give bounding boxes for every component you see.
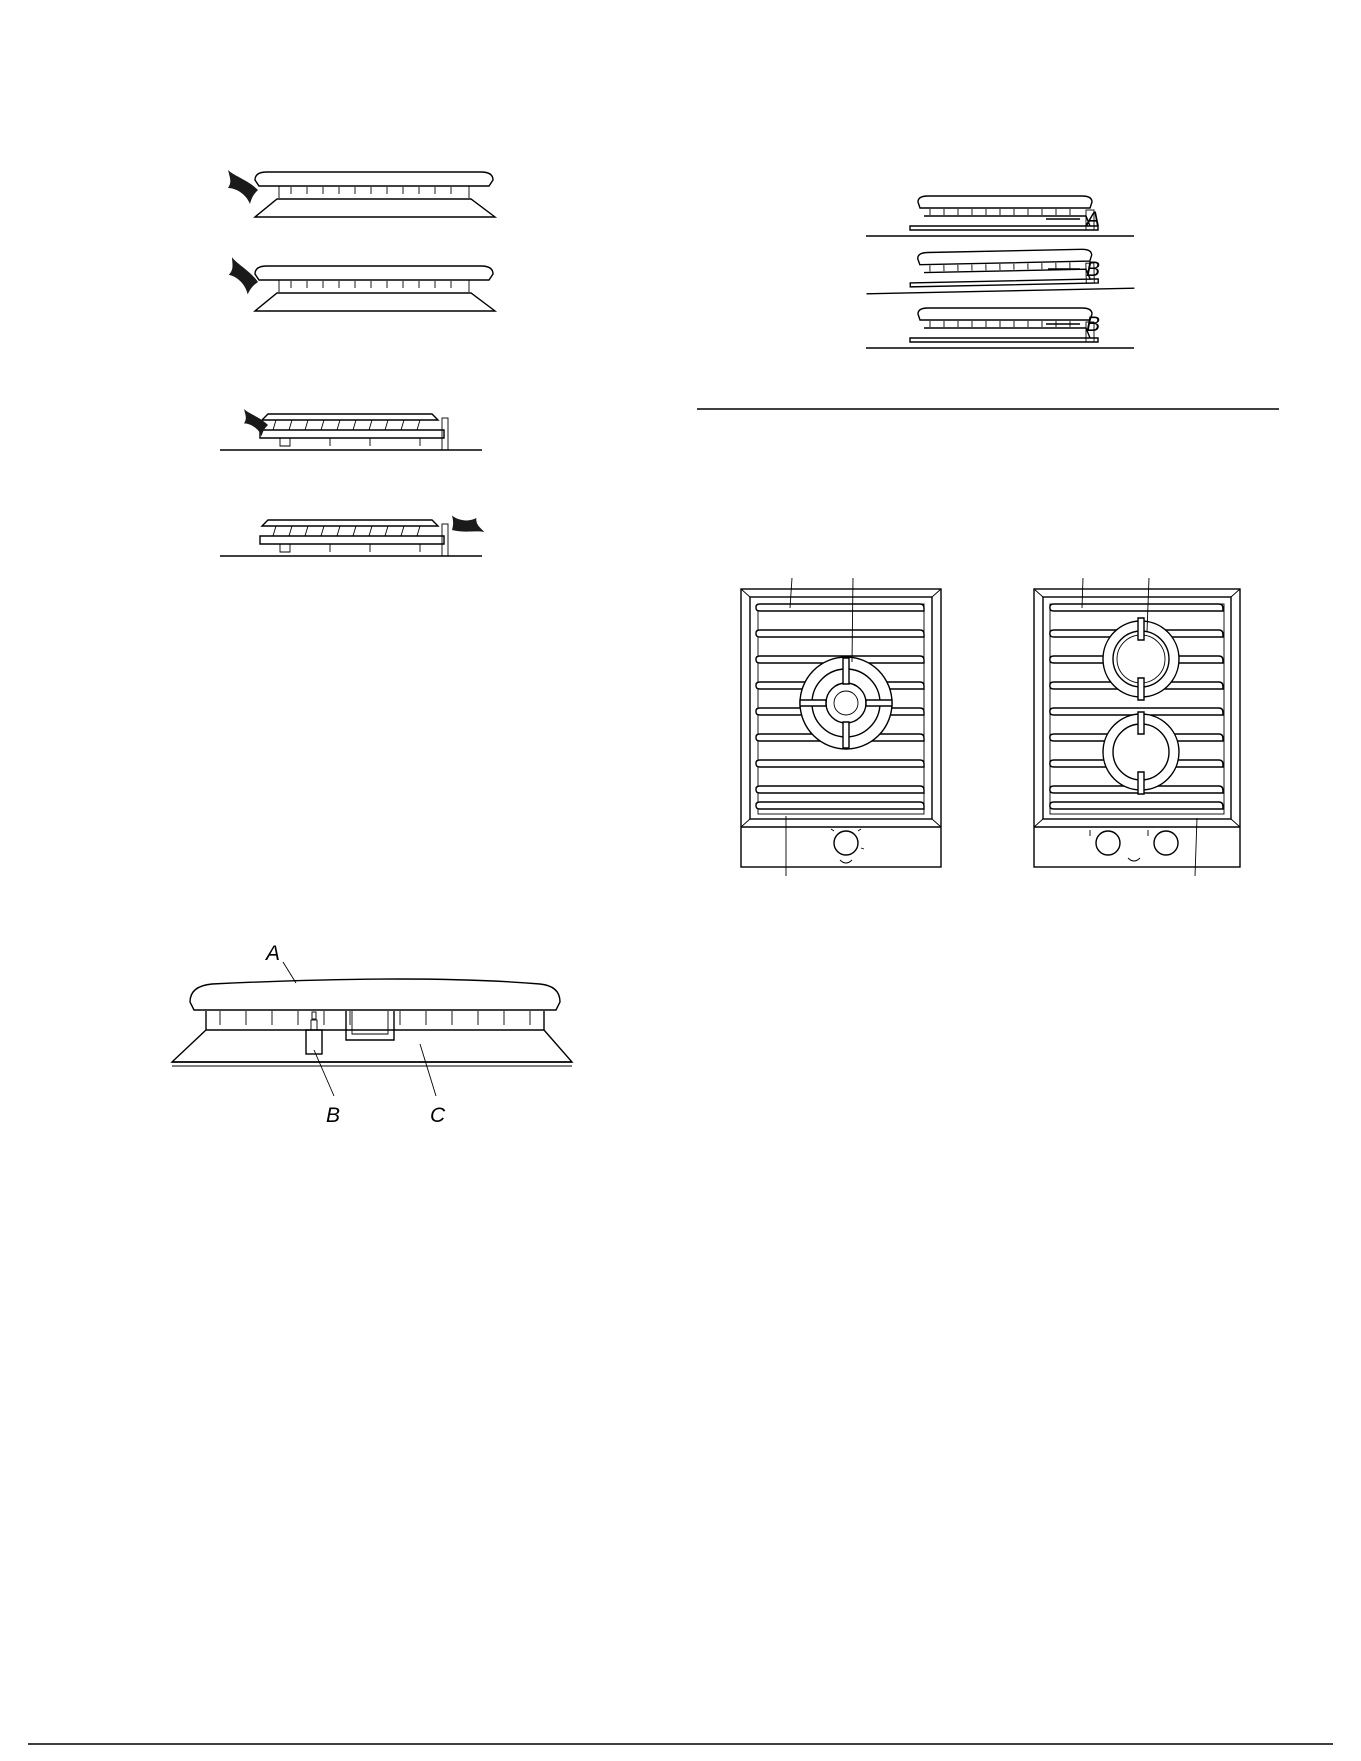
single-burner-cooktop-diagram	[741, 578, 941, 876]
label-alignment-b2: B	[1086, 313, 1101, 336]
double-burner-cooktop-diagram	[1034, 578, 1240, 876]
burner-grate-figure-1	[220, 409, 482, 450]
burner-cap-figure-2	[226, 257, 495, 311]
label-c: C	[430, 1104, 446, 1127]
cap-alignment-figure	[866, 196, 1135, 348]
label-alignment-a: A	[1086, 208, 1101, 231]
cap-parts-diagram	[172, 942, 572, 1127]
label-alignment-b1: B	[1086, 258, 1101, 281]
burner-grate-figure-2	[220, 506, 484, 556]
label-a: A	[266, 942, 281, 965]
burner-cap-figure-1	[228, 170, 495, 217]
label-b: B	[326, 1104, 341, 1127]
